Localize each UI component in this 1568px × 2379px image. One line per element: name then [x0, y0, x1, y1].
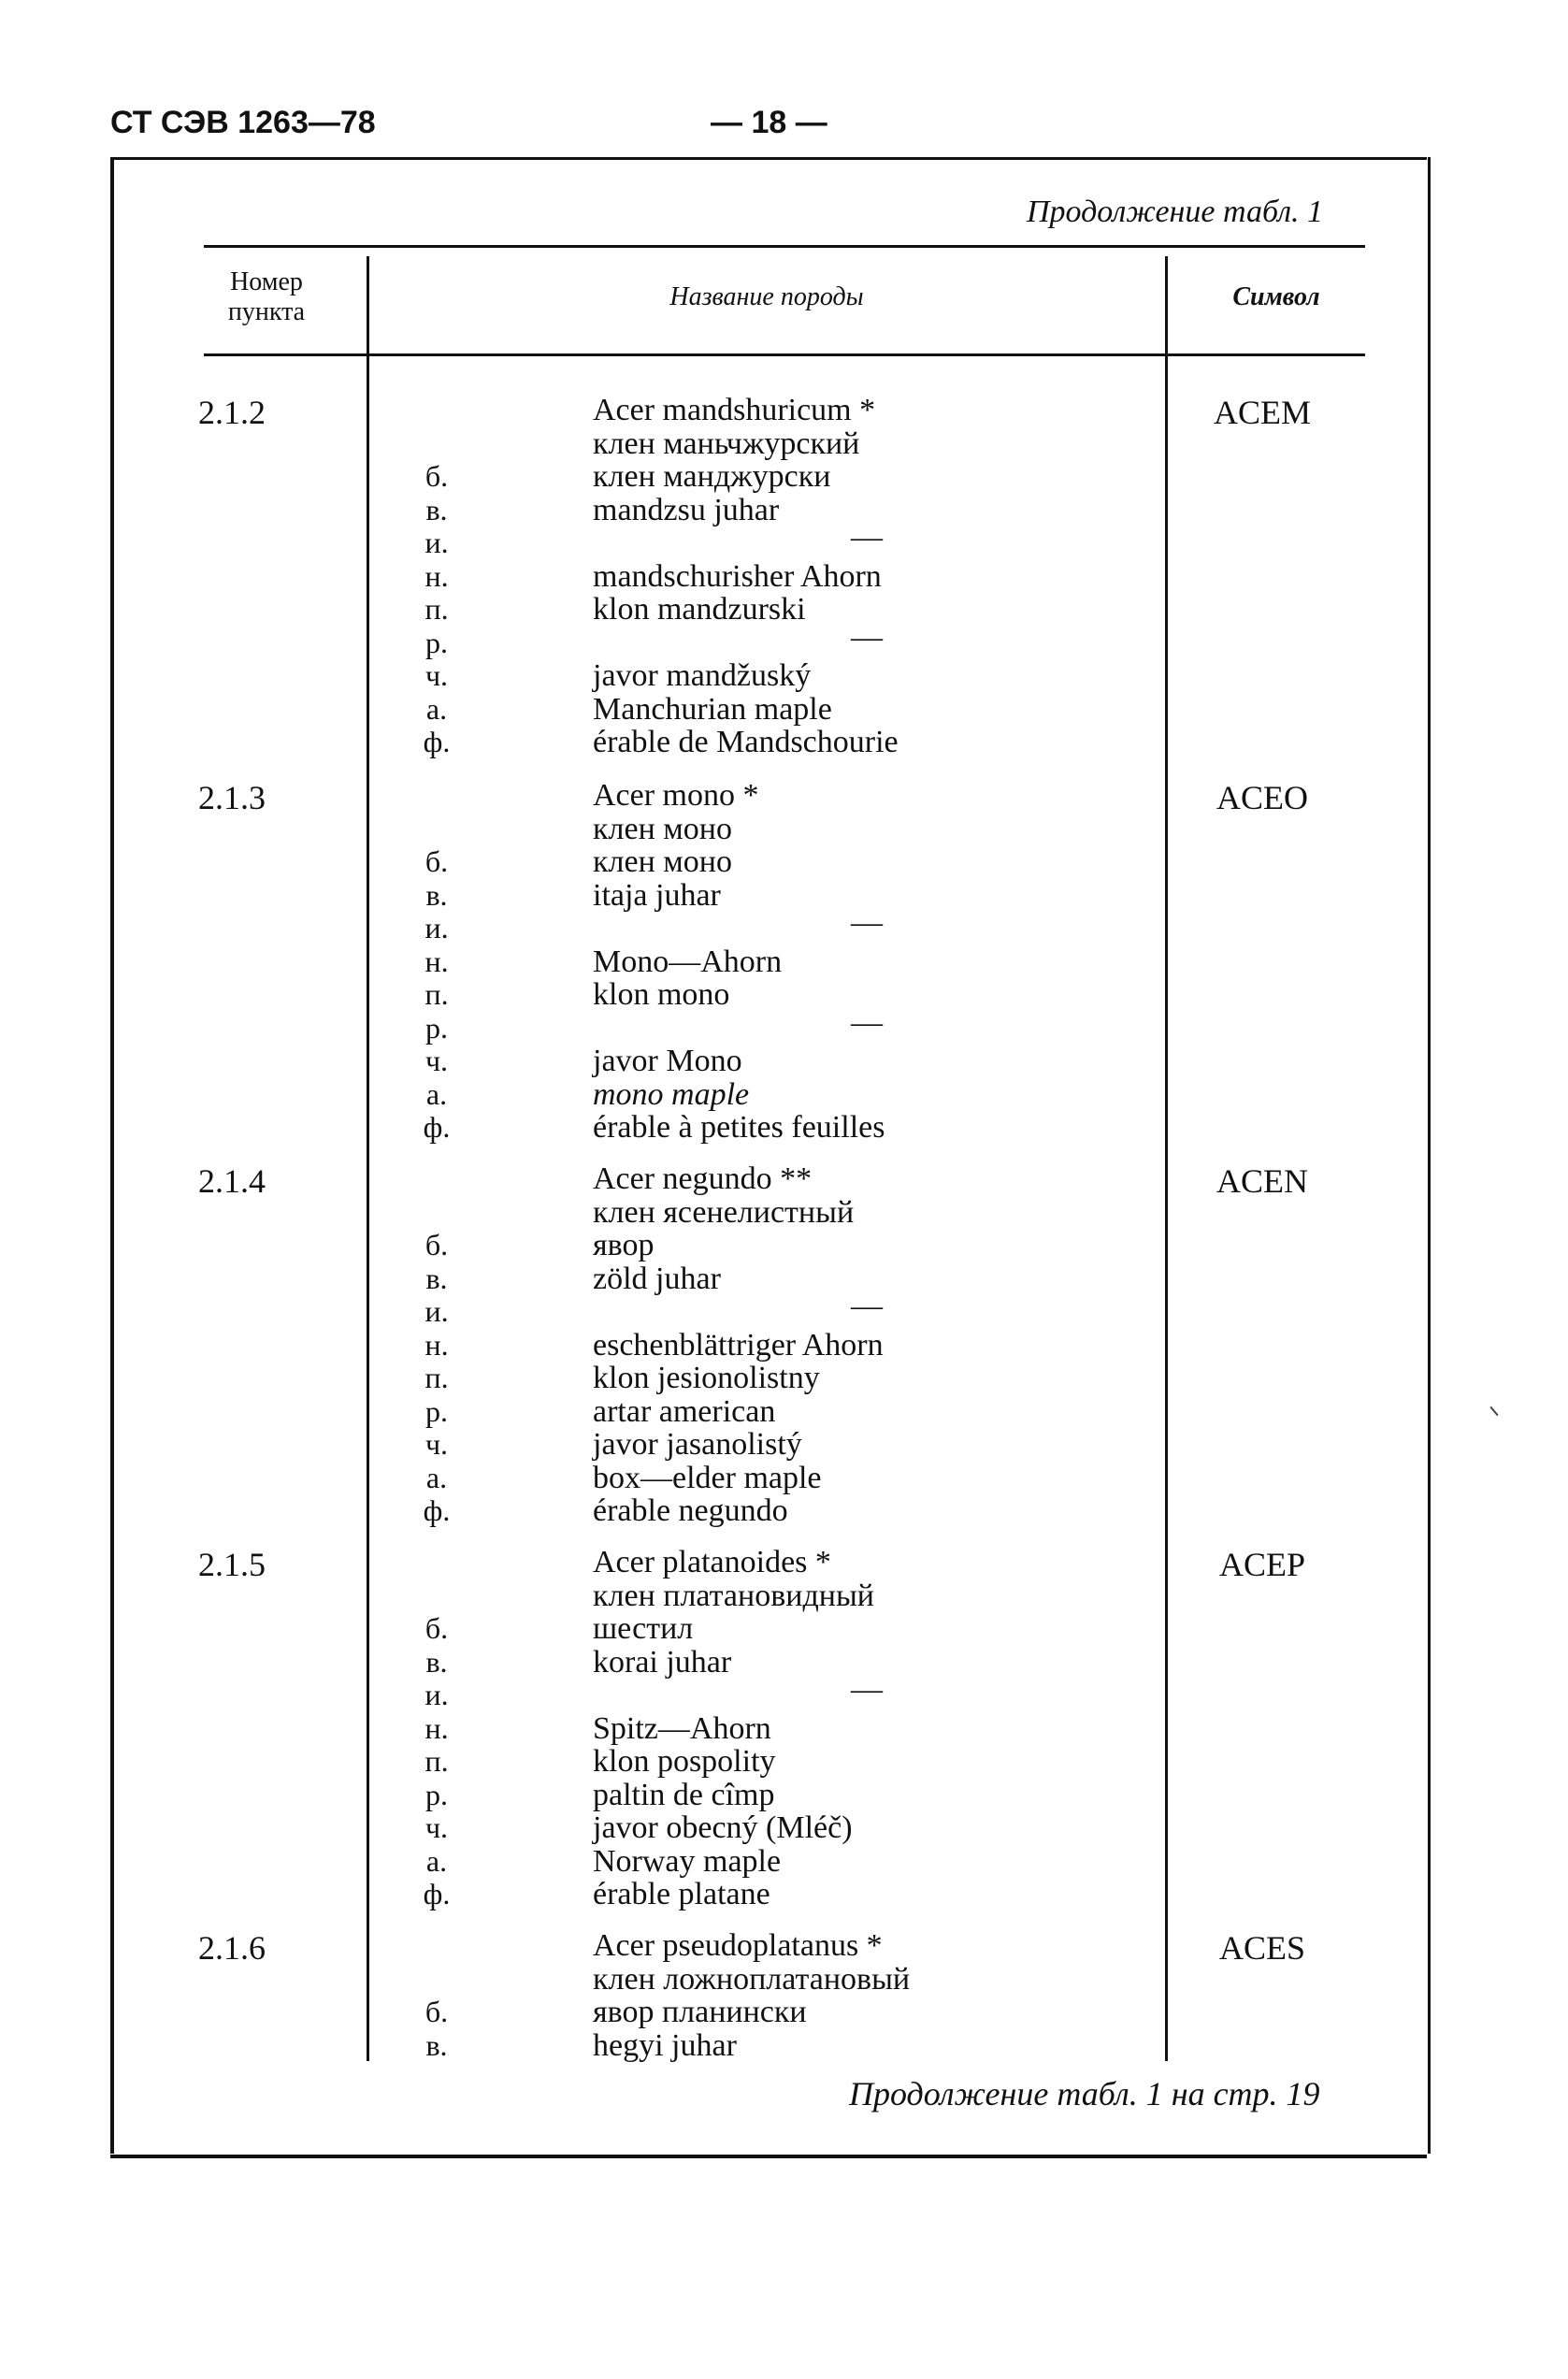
col-header-number: [187, 267, 346, 327]
language-letter: и.: [424, 1678, 449, 1711]
language-letter: а.: [425, 1460, 448, 1494]
language-letter: а.: [425, 691, 448, 726]
species-name: Norway maple: [593, 1843, 782, 1879]
species-name: javor obecný (Mléč): [593, 1810, 853, 1845]
species-name: явор планински: [593, 1995, 807, 2029]
page-number: — 18 —: [711, 105, 827, 140]
language-letter: ч.: [424, 658, 449, 692]
language-letter: п.: [424, 1744, 449, 1778]
language-letter: п.: [424, 977, 449, 1011]
species-name: javor Mono: [593, 1044, 742, 1078]
species-name: klon pospolity: [593, 1744, 776, 1779]
entry-number: 2.1.5: [198, 1546, 266, 1583]
language-letter: ч.: [424, 1810, 449, 1844]
species-name: клен моно: [593, 844, 732, 879]
language-letter: в.: [425, 877, 448, 912]
language-letter: б.: [424, 1611, 449, 1645]
no-term-dash: —: [851, 1672, 883, 1707]
language-letter: п.: [424, 592, 449, 626]
species-name: клен маньчжурский: [593, 425, 860, 461]
frame-top-line: [110, 157, 1427, 160]
entry-number: 2.1.4: [198, 1162, 266, 1200]
language-letter: ч.: [424, 1044, 449, 1077]
language-letter: н.: [424, 558, 449, 593]
species-name: Spitz—Ahorn: [593, 1710, 771, 1746]
species-name: клен ложноплатановый: [593, 1961, 911, 1997]
species-name: Mono—Ahorn: [593, 944, 783, 979]
latin-name: Acer mono *: [593, 778, 759, 813]
language-letter: р.: [425, 1777, 448, 1811]
col-header-number-line1: Номер: [230, 267, 303, 296]
continued-bottom-note: Продолжение табл. 1 на стр. 19: [849, 2075, 1320, 2112]
language-letter: ф.: [423, 1877, 451, 1910]
entry-number: 2.1.2: [198, 394, 266, 431]
language-letter: р.: [425, 625, 448, 659]
frame-bottom-line: [110, 2155, 1427, 2158]
language-letter: и.: [424, 526, 449, 559]
language-letter: б.: [424, 459, 449, 493]
species-name: клен платановидный: [593, 1578, 874, 1613]
latin-name: Acer platanoides *: [593, 1545, 831, 1579]
language-letter: ч.: [424, 1427, 449, 1461]
species-name: клен моно: [593, 811, 732, 846]
species-name: клен манджурски: [593, 459, 831, 494]
column-divider-left: [367, 256, 369, 2061]
language-letter: н.: [424, 1327, 449, 1362]
species-name: klon mandzurski: [593, 592, 806, 627]
continued-top-note: Продолжение табл. 1: [1027, 195, 1324, 229]
species-name: hegyi juhar: [593, 2027, 737, 2063]
entry-number: 2.1.3: [198, 779, 266, 816]
no-term-dash: —: [851, 905, 883, 940]
species-name: klon mono: [593, 977, 730, 1012]
species-name: javor mandžuský: [593, 658, 812, 693]
species-name: mandschurisher Ahorn: [593, 558, 882, 594]
entry-symbol: ACEP: [1218, 1546, 1306, 1583]
language-letter: в.: [425, 1644, 448, 1679]
language-letter: ф.: [423, 1493, 451, 1527]
entry-symbol: ACEO: [1216, 779, 1308, 816]
scan-speck: [1489, 1406, 1498, 1416]
species-name: artar american: [593, 1393, 776, 1429]
table-header-top-rule: [204, 245, 1365, 248]
language-letter: н.: [424, 944, 449, 978]
species-name: zöld juhar: [593, 1261, 721, 1296]
species-name: box—elder maple: [593, 1460, 822, 1495]
language-letter: н.: [424, 1710, 449, 1745]
entry-symbol: ACES: [1218, 1929, 1306, 1967]
language-letter: ф.: [423, 1110, 451, 1144]
language-letter: а.: [425, 1843, 448, 1878]
language-letter: в.: [425, 492, 448, 526]
col-header-number-line2: пункта: [227, 297, 306, 327]
no-term-dash: —: [851, 1289, 883, 1323]
species-name: mandzsu juhar: [593, 492, 780, 527]
column-divider-right: [1165, 256, 1168, 2061]
latin-name: Acer pseudoplatanus *: [593, 1928, 883, 1963]
language-letter: и.: [424, 911, 449, 944]
language-letter: п.: [424, 1361, 449, 1394]
latin-name: Acer negundo **: [593, 1161, 813, 1196]
entry-number: 2.1.6: [198, 1929, 266, 1967]
species-name: érable de Mandschourie: [593, 725, 899, 759]
no-term-dash: —: [851, 1004, 883, 1040]
species-name: mono maple: [593, 1076, 750, 1112]
col-header-name: Название породы: [669, 282, 864, 311]
species-name: korai juhar: [593, 1644, 732, 1680]
col-header-symbol: Символ: [1232, 282, 1320, 311]
species-name: érable à petites feuilles: [593, 1110, 885, 1145]
language-letter: в.: [425, 2027, 448, 2062]
species-name: klon jesionolistny: [593, 1361, 820, 1395]
species-name: itaja juhar: [593, 877, 721, 913]
species-name: paltin de cîmp: [593, 1777, 775, 1812]
species-name: шестил: [593, 1611, 694, 1646]
language-letter: б.: [424, 1995, 449, 2028]
entry-symbol: ACEM: [1213, 394, 1311, 431]
species-name: явор: [593, 1228, 655, 1262]
language-letter: и.: [424, 1294, 449, 1328]
language-letter: б.: [424, 844, 449, 878]
species-name: érable negundo: [593, 1493, 788, 1528]
species-name: érable platane: [593, 1877, 770, 1911]
language-letter: р.: [425, 1393, 448, 1428]
language-letter: ф.: [423, 725, 451, 758]
language-letter: в.: [425, 1261, 448, 1295]
no-term-dash: —: [851, 619, 883, 655]
entry-symbol: ACEN: [1216, 1162, 1308, 1200]
no-term-dash: —: [851, 520, 883, 555]
table-header-bottom-rule: [204, 353, 1365, 356]
species-name: Manchurian maple: [593, 691, 832, 727]
species-name: клен ясенелистный: [593, 1194, 855, 1230]
latin-name: Acer mandshuricum *: [593, 393, 876, 427]
language-letter: б.: [424, 1228, 449, 1262]
standard-code: СТ СЭВ 1263—78: [110, 105, 376, 140]
species-name: javor jasanolistý: [593, 1427, 802, 1462]
species-name: eschenblättriger Ahorn: [593, 1327, 884, 1363]
language-letter: а.: [425, 1076, 448, 1111]
language-letter: р.: [425, 1010, 448, 1045]
